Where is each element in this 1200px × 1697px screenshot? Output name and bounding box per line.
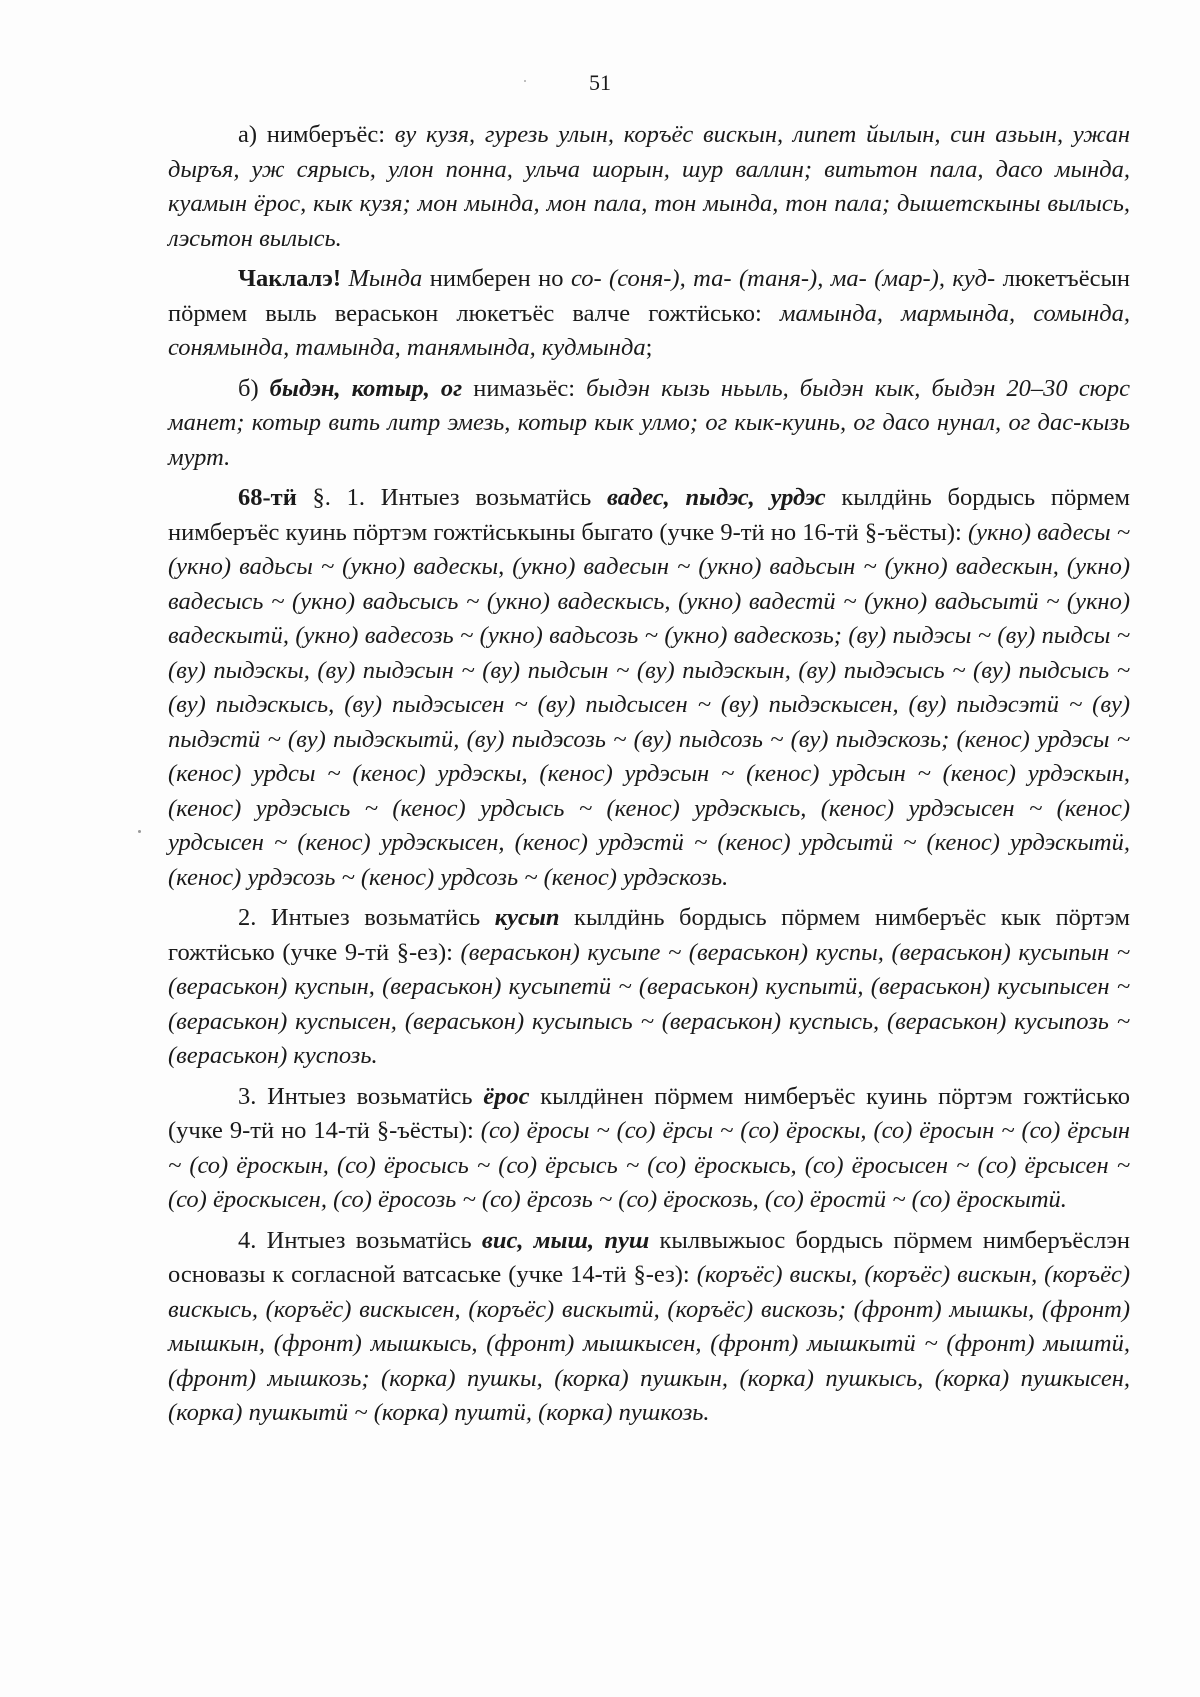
examples-italic: быдэн кызь ньыль, быдэн кык, быдэн 20–30 сюрс манет; котыр вить литр эмезь, котыр кык улмо; ог кык-куинь, ог дасо нунал, ог дас-кызь мурт. <box>168 374 1131 471</box>
paragraph-a <box>168 118 1130 256</box>
term-bold-italic: кусып <box>494 904 560 931</box>
paragraph-b <box>168 372 1130 476</box>
text-span: §. 1. Интыез возьматӥсь <box>296 484 608 511</box>
page-number: 51 <box>589 70 611 95</box>
text-span: а) нимберъёс: <box>238 121 395 148</box>
text-span: кылвыжыос бордысь пӧрмем нимберъёслэн основазы к согласной ватсаське (учке 14-тӥ §-ез): <box>168 1226 1130 1288</box>
examples-italic: ву кузя, гурезь улын, коръёс вискын, липет йылын, син азьын, ужан дыръя, уж сярысь, улон понна, ульча шорын, шур валлин; витьтон пала, дасо мында, куамын ёрос, кык кузя; мон мында, мон пала, тон мында, тон пала; дышетскыны вылысь, лэсьтон вылысь. <box>168 121 1130 252</box>
text-span: б) <box>238 374 270 402</box>
scan-speck <box>138 830 141 833</box>
body-text <box>168 118 1130 1437</box>
term-bold-italic: вис, мыш, пуш <box>481 1226 650 1254</box>
text-span: кылдӥнен пӧрмем нимберъёс куинь пӧртэм гожтӥсько (учке 9-тӥ но 14-тӥ §-ъёсты): <box>168 1082 1130 1144</box>
text-span: ; <box>645 334 653 361</box>
term-italic: со- (соня-), та- (таня-), ма- (мар-), куд- <box>570 265 996 292</box>
text-span: 3. Интыез возьматӥсь <box>238 1082 484 1110</box>
examples-italic: (укно) вадесы ~ (укно) вадьсы ~ (укно) вадескы, (укно) вадесын ~ (укно) вадьсын ~ (укно) вадескын, (укно) вадесысь ~ (укно) вадьсысь ~ (укно) вадескысь, (укно) вадестӥ ~ (укно) вадьсытӥ ~ (укно) вадескытӥ, (укно) вадесозь ~ (укно) вадьсозь ~ (укно) вадескозь; (ву) пыдэсы ~ (ву) пыдсы ~ (ву) пыдэскы, (ву) пыдэсын ~ (ву) пыдсын ~ (ву) пыдэскын, (ву) пыдэсысь ~ (ву) пыдсысь ~ (ву) пыдэскысь, (ву) пыдэсысен ~ (ву) пыдсысен ~ (ву) пыдэскысен, (ву) пыдэсэтӥ ~ (ву) пыдэстӥ ~ (ву) пыдэскытӥ, (ву) пыдэсозь ~ (ву) пыдсозь ~ (ву) пыдэскозь; (кенос) урдэсы ~ (кенос) урдсы ~ (кенос) урдэскы, (кенос) урдэсын ~ (кенос) урдсын ~ (кенос) урдэскын, (кенос) урдэсысь ~ (кенос) урдсысь ~ (кенос) урдэскысь, (кенос) урдэсысен ~ (кенос) урдсысен ~ (кенос) урдэскысен, (кенос) урдэстӥ ~ (кенос) урдсытӥ ~ (кенос) урдэскытӥ, (кенос) урдэсозь ~ (кенос) урдсозь ~ (кенос) урдэскозь. <box>168 518 1130 891</box>
section-number: 68-тӥ <box>238 484 297 511</box>
paragraph-68-1 <box>168 481 1130 895</box>
text-span: нимберен но <box>422 265 571 292</box>
text-span: кылдӥнь бордысь пӧрмем нимберъёс куинь пӧртэм гожтӥськыны быгато (учке 9-тӥ но 16-тӥ §-ъёсты): <box>168 484 1130 546</box>
paragraph-note <box>168 262 1130 366</box>
term-italic: Мында <box>348 265 423 292</box>
paragraph-68-2 <box>168 901 1130 1074</box>
term-bold-italic: быдэн, котыр, ог <box>269 374 463 402</box>
text-span: 2. Интыез возьматӥсь <box>238 904 495 931</box>
paragraph-68-4 <box>168 1224 1130 1431</box>
text-span <box>341 265 348 292</box>
term-bold-italic: ёрос <box>483 1082 530 1110</box>
text-span: нимазьёс: <box>462 374 587 402</box>
paragraph-68-3 <box>168 1080 1130 1218</box>
text-span: люкетъёсын пӧрмем выль вераськон люкетъёс валче гожтӥсько: <box>168 265 1131 327</box>
examples-italic: (со) ёросы ~ (со) ёрсы ~ (со) ёроскы, (со) ёросын ~ (со) ёрсын ~ (со) ёроскын, (со) ёросысь ~ (со) ёрсысь ~ (со) ёроскысь, (со) ёросысен ~ (со) ёрсысен ~ (со) ёроскысен, (со) ёросозь ~ (со) ёрсозь ~ (со) ёроскозь, (со) ёростӥ ~ (со) ёроскытӥ. <box>168 1117 1130 1213</box>
text-span: кылдӥнь бордысь пӧрмем нимберъёс кык пӧртэм гожтӥсько (учке 9-тӥ §-ез): <box>168 904 1130 966</box>
examples-italic: (вераськон) кусыпе ~ (вераськон) куспы, (вераськон) кусыпын ~ (вераськон) куспын, (вераськон) кусыпетӥ ~ (вераськон) куспытӥ, (вераськон) кусыпысен ~ (вераськон) куспысен, (вераськон) кусыпысь ~ (вераськон) куспысь, (вераськон) кусыпозь ~ (вераськон) куспозь. <box>168 938 1130 1069</box>
term-bold-italic: вадес, пыдэс, урдэс <box>607 484 826 511</box>
examples-italic: мамында, мармында, сомында, сонямында, тамында, танямында, кудмында <box>168 299 1130 361</box>
text-span: 4. Интыез возьматӥсь <box>238 1226 482 1254</box>
note-heading: Чаклалэ! <box>238 265 342 292</box>
examples-italic: (коръёс) вискы, (коръёс) вискын, (коръёс) вискысь, (коръёс) вискысен, (коръёс) вискытӥ, (коръёс) вискозь; (фронт) мышкы, (фронт) мышкын, (фронт) мышкысь, (фронт) мышкысен, (фронт) мышкытӥ ~ (фронт) мыштӥ, (фронт) мышкозь; (корка) пушкы, (корка) пушкын, (корка) пушкысь, (корка) пушкысен, (корка) пушкытӥ ~ (корка) пуштӥ, (корка) пушкозь. <box>168 1261 1130 1426</box>
